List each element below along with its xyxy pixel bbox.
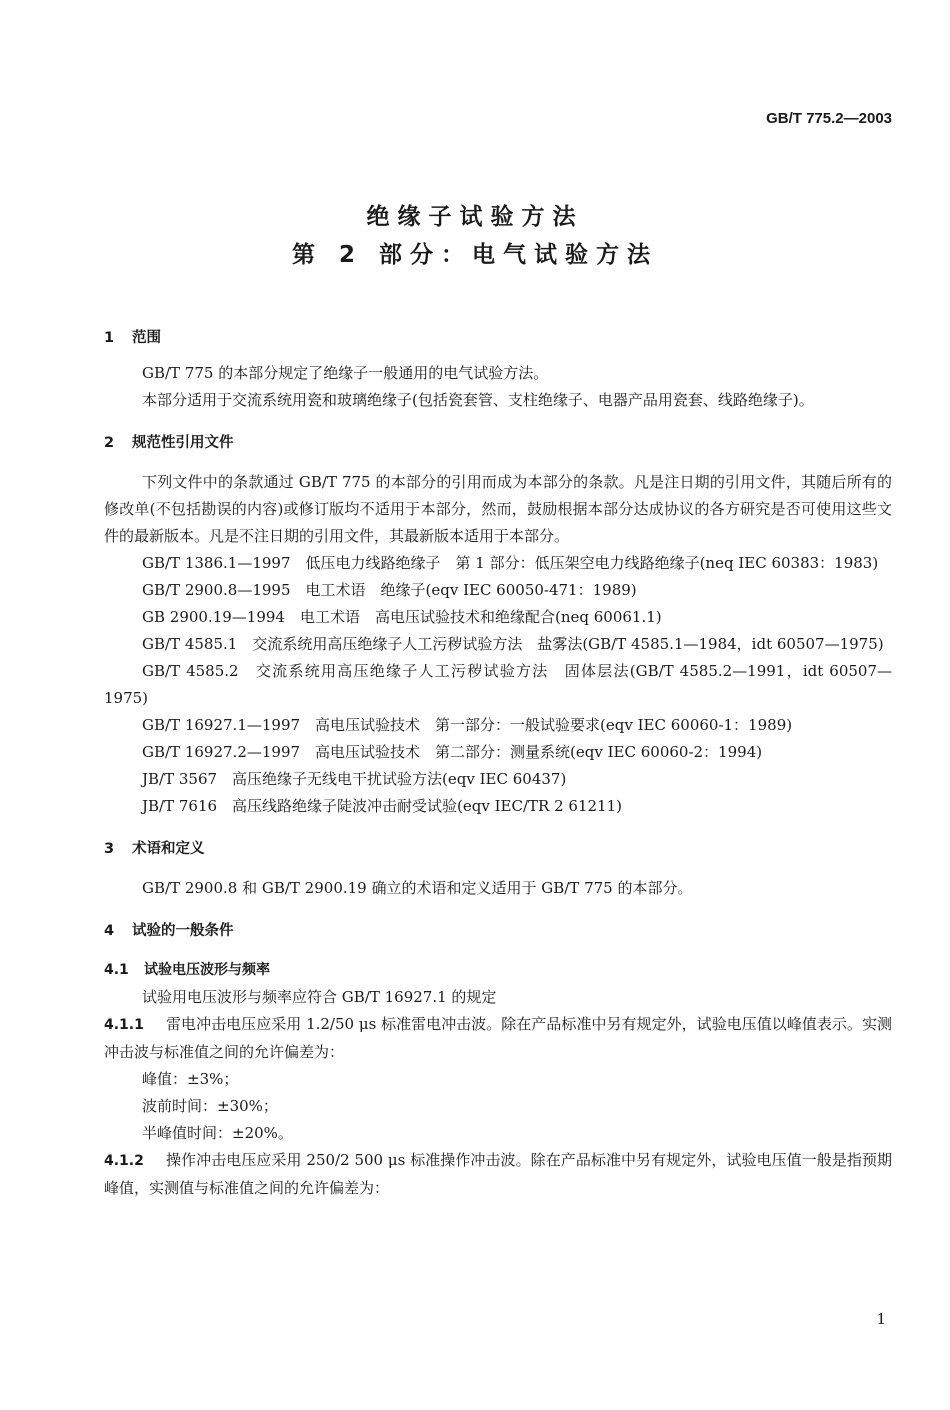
clause-4-1-1 [104,1011,892,1066]
section-4-heading [104,918,892,945]
page-number: 1 [876,1310,886,1328]
tolerance-item: 峰值：±3%； [142,1070,239,1088]
subsection-4-1-number: 4.1 [104,962,129,978]
subsection-4-1-paragraph: 试验用电压波形与频率应符合 GB/T 16927.1 的规定 [142,988,497,1006]
section-3-title: 术语和定义 [132,841,205,857]
reference-item: GB/T 16927.1—1997 高电压试验技术 第一部分：一般试验要求(eqv IEC 60060-1：1989) [142,716,793,734]
section-1-number: 1 [104,330,115,346]
standard-code: GB/T 775.2—2003 [766,110,892,127]
section-2-title: 规范性引用文件 [132,435,234,451]
clause-4-1-1-number: 4.1.1 [104,1017,144,1033]
document-body [104,325,892,1202]
section-4-title: 试验的一般条件 [132,923,234,939]
clause-4-1-2 [104,1147,892,1202]
tolerance-item: 波前时间：±30%； [142,1097,278,1115]
tolerance-item: 半峰值时间：±20%。 [142,1124,293,1142]
reference-item: JB/T 3567 高压绝缘子无线电干扰试验方法(eqv IEC 60437) [142,770,567,788]
section-1-heading [104,325,892,352]
reference-item: GB/T 2900.8—1995 电工术语 绝缘子(eqv IEC 60050-471：1989) [142,581,637,599]
section-2-heading [104,430,892,457]
title-line-2: 第 2 部分：电气试验方法 [291,242,659,268]
section-2-number: 2 [104,435,115,451]
section-1-paragraph-1: GB/T 775 的本部分规定了绝缘子一般通用的电气试验方法。 [142,364,549,382]
section-3-paragraph-1: GB/T 2900.8 和 GB/T 2900.19 确立的术语和定义适用于 GB/T 775 的本部分。 [142,879,693,897]
section-1-paragraph-2: 本部分适用于交流系统用瓷和玻璃绝缘子(包括瓷套管、支柱绝缘子、电器产品用瓷套、线路绝缘子)。 [142,391,814,409]
reference-item: JB/T 7616 高压线路绝缘子陡波冲击耐受试验(eqv IEC/TR 2 61211) [142,797,622,815]
clause-4-1-1-text: 雷电冲击电压应采用 1.2/50 μs 标准雷电冲击波。除在产品标准中另有规定外，试验电压值以峰值表示。实测冲击波与标准值之间的允许偏差为： [104,1015,892,1061]
subsection-4-1-title: 试验电压波形与频率 [144,962,270,978]
subsection-4-1-heading [104,957,892,984]
section-3-number: 3 [104,841,115,857]
clause-4-1-2-number: 4.1.2 [104,1153,144,1169]
section-4-number: 4 [104,923,115,939]
section-3-heading [104,836,892,863]
reference-item: GB 2900.19—1994 电工术语 高电压试验技术和绝缘配合(neq 60061.1) [142,608,662,626]
section-2-paragraph-1: 下列文件中的条款通过 GB/T 775 的本部分的引用而成为本部分的条款。凡是注日期的引用文件，其随后所有的修改单(不包括勘误的内容)或修订版均不适用于本部分，然而，鼓励根据本部分达成协议的各方研究是否可使用这些文件的最新版本。凡是不注日期的引用文件，其最新版本适用于本部分。 [104,473,892,545]
reference-item: GB/T 16927.2—1997 高电压试验技术 第二部分：测量系统(eqv IEC 60060-2：1994) [142,743,763,761]
clause-4-1-2-text: 操作冲击电压应采用 250/2 500 μs 标准操作冲击波。除在产品标准中另有规定外，试验电压值一般是指预期峰值，实测值与标准值之间的允许偏差为： [104,1151,892,1197]
section-1-title: 范围 [132,330,161,346]
title-line-1: 绝缘子试验方法 [366,204,584,230]
reference-item: GB/T 4585.1 交流系统用高压绝缘子人工污秽试验方法 盐雾法(GB/T 4585.1—1984，idt 60507—1975) [142,635,884,653]
reference-item: GB/T 4585.2 交流系统用高压绝缘子人工污秽试验方法 固体层法(GB/T 4585.2—1991，idt 60507—1975) [104,662,892,707]
reference-item: GB/T 1386.1—1997 低压电力线路绝缘子 第 1 部分：低压架空电力线路绝缘子(neq IEC 60383：1983) [142,554,879,572]
